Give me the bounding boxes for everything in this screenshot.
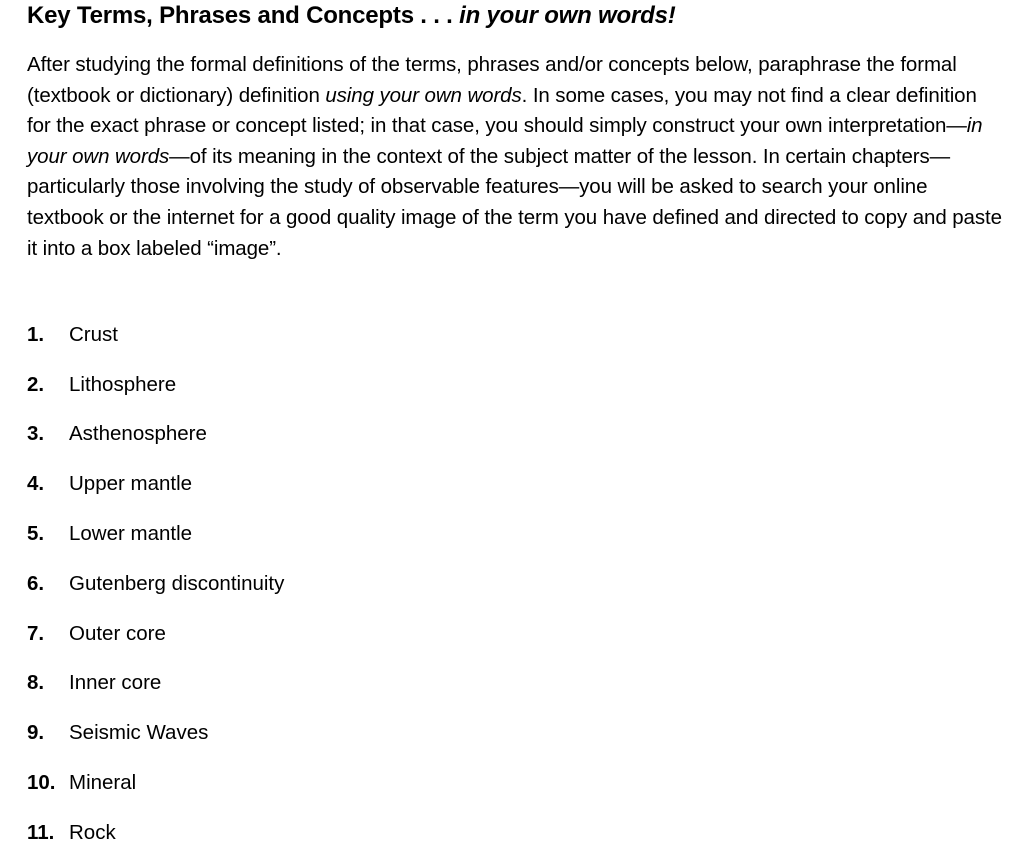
instructions-text-3: —of its meaning in the context of the subject matter of the lesson. In certain chapters—particularly those involving the study of observable features—you will be asked to search your online textbook or the internet for a good quality image of the term you have defined and directed to copy and paste it into a box labeled “image”. [27,144,1002,260]
term-label: Upper mantle [69,472,193,496]
term-item [27,509,284,559]
term-item [27,459,284,509]
term-item [27,659,284,709]
instructions-paragraph [27,50,1002,264]
instructions-text-2: . In some cases, you may not find a clear definition for the exact phrase or concept listed; in that case, you should simply construct your own interpretation— [27,83,977,138]
term-label: Mineral [69,771,137,795]
instructions-text-1: After studying the formal definitions of the terms, phrases and/or concepts below, paraphrase the formal (textbook or dictionary) definition [27,53,957,107]
term-label: Lower mantle [69,522,193,546]
term-number: 10. [27,771,56,795]
term-number: 11. [27,820,55,844]
instructions-emphasis-2: in your own words [27,114,983,168]
instructions-emphasis-1: using your own words [325,83,522,107]
term-label: Lithosphere [69,372,177,396]
page-title [27,1,676,31]
term-number: 8. [27,671,45,695]
term-number: 6. [27,571,45,595]
term-item [27,758,284,808]
term-label: Seismic Waves [69,721,209,745]
term-item [27,808,284,858]
term-number: 9. [27,721,45,745]
term-item [27,708,284,758]
term-number: 5. [27,522,45,546]
term-item [27,609,284,659]
term-label: Gutenberg discontinuity [69,571,285,595]
term-number: 4. [27,472,45,496]
title-main: Key Terms, Phrases and Concepts . . . [27,2,460,29]
term-label: Rock [69,820,116,844]
term-label: Outer core [69,621,166,645]
term-item [27,310,284,360]
term-item [27,410,284,460]
term-label: Asthenosphere [69,422,207,446]
term-number: 2. [27,372,45,396]
term-number: 7. [27,621,45,645]
title-emphasis: in your own words! [459,2,676,29]
term-number: 1. [27,322,45,346]
term-label: Inner core [69,671,162,695]
terms-list [27,310,284,858]
term-item [27,559,284,609]
term-item [27,360,284,410]
term-number: 3. [27,422,45,446]
term-label: Crust [69,322,118,346]
